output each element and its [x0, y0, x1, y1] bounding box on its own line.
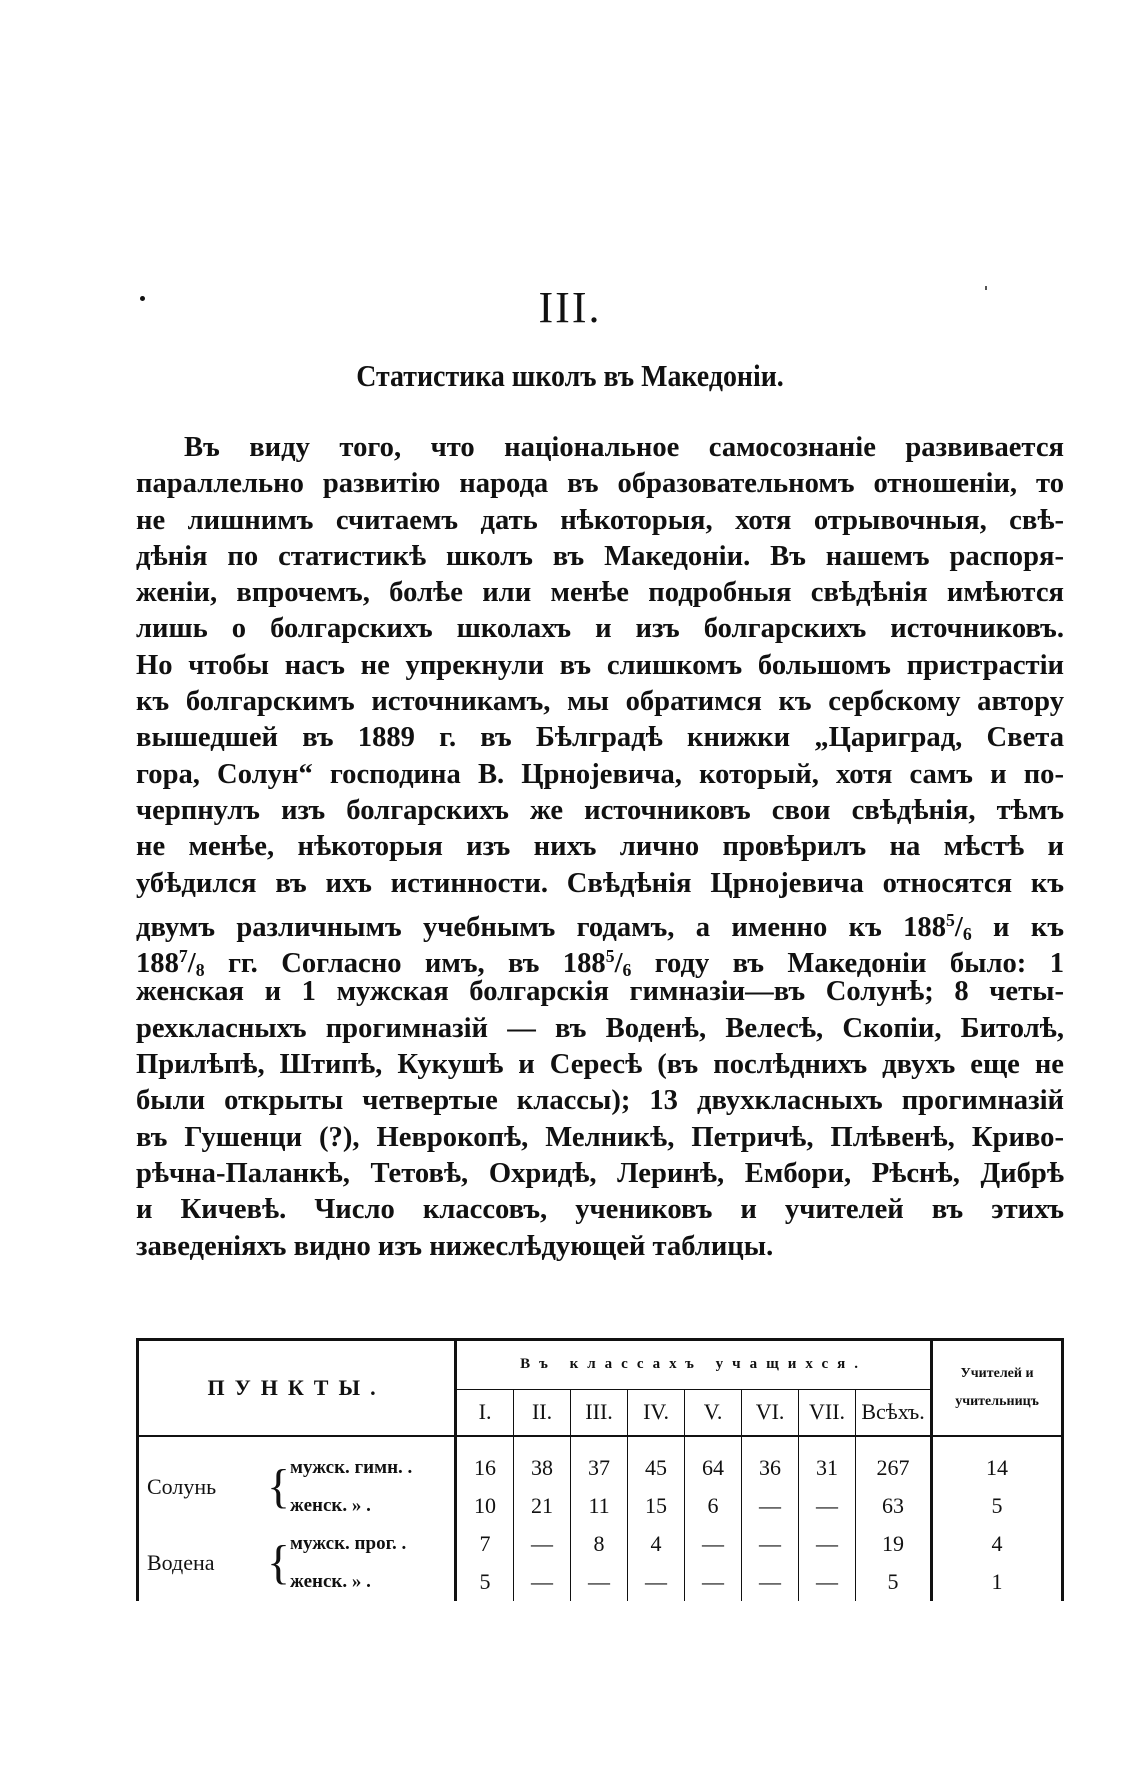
- table-cell: 11: [571, 1487, 628, 1525]
- teachers-count: 4: [932, 1525, 1063, 1563]
- table-cell: 21: [514, 1487, 571, 1525]
- place-name: Водена: [138, 1525, 268, 1601]
- school-kind: мужск. прог. .: [290, 1525, 456, 1563]
- text-fragment: двумъ различнымъ учебнымъ годамъ, а именно къ 188: [136, 911, 947, 943]
- table-cell: —: [571, 1563, 628, 1601]
- column-header: III.: [571, 1389, 628, 1436]
- text-line: рѣчна-Паланкѣ, Тетовѣ, Охридѣ, Леринѣ, Ембори, Рѣснѣ, Дибрѣ: [136, 1157, 1064, 1189]
- fraction-slash: /: [614, 947, 623, 979]
- text-line-with-fraction: [136, 938, 1064, 981]
- points-header: ПУНКТЫ.: [138, 1340, 456, 1437]
- text-line: рехкласныхъ прогимназій — въ Воденѣ, Велесѣ, Скопіи, Битолѣ,: [136, 1012, 1064, 1044]
- table-cell: 4: [628, 1525, 685, 1563]
- text-line: были открыты четвертые классы); 13 двухкласныхъ прогимназій: [136, 1085, 1064, 1117]
- text-line: не лишнимъ считаемъ дать нѣкоторыя, хотя отрывочныя, свѣ-: [136, 504, 1064, 536]
- fraction-denominator: 6: [962, 924, 972, 945]
- table-cell: 36: [742, 1449, 799, 1487]
- table-cell: 16: [474, 1455, 497, 1480]
- column-header: V.: [685, 1389, 742, 1436]
- text-line: въ Гушенци (?), Неврокопѣ, Мелникѣ, Петричѣ, Плѣвенѣ, Криво-: [136, 1121, 1064, 1153]
- teachers-header-line: учительницъ: [955, 1394, 1039, 1409]
- table-cell: —: [628, 1563, 685, 1601]
- table-cell-total: 19: [856, 1525, 932, 1563]
- table-cell: 8: [571, 1525, 628, 1563]
- table-cell: 64: [685, 1449, 742, 1487]
- table-cell: 7: [479, 1531, 491, 1556]
- column-header: VII.: [799, 1389, 856, 1436]
- fraction-slash: /: [187, 947, 196, 979]
- table-cell-total: 5: [856, 1563, 932, 1601]
- students-group-header: Въ классахъ учащихся.: [456, 1340, 932, 1390]
- text-line: къ болгарскимъ источникамъ, мы обратимся къ сербскому автору: [136, 686, 1064, 718]
- text-line: параллельно развитію народа въ образовательномъ отношеніи, то: [136, 468, 1064, 500]
- column-header: II.: [514, 1389, 571, 1436]
- chapter-numeral: III.: [538, 283, 602, 332]
- text-line: черпнулъ изъ болгарскихъ же источниковъ свои свѣдѣнія, тѣмъ: [136, 794, 1064, 826]
- table-cell-total: 63: [856, 1487, 932, 1525]
- fraction-numerator: 5: [605, 946, 615, 967]
- text-line: заведеніяхъ видно изъ нижеслѣдующей таблицы.: [136, 1230, 774, 1262]
- table-cell-total: 267: [856, 1449, 932, 1487]
- teachers-header-line: Учителей и: [960, 1366, 1034, 1381]
- table-spacer: [138, 1436, 1063, 1449]
- text-line: женская и 1 мужская болгарскія гимназіи—въ Солунѣ; 8 четы-: [136, 976, 1064, 1008]
- column-header: IV.: [628, 1389, 685, 1436]
- text-fragment: и къ: [971, 911, 1064, 943]
- school-kind: женск. » .: [290, 1487, 456, 1525]
- table-cell: —: [799, 1563, 856, 1601]
- text-line: убѣдился въ ихъ истинности. Свѣдѣнія Црнојевича относятся къ: [136, 867, 1064, 899]
- text-line-with-fraction: [136, 902, 1064, 945]
- text-fragment: 188: [136, 947, 179, 979]
- text-line: не менѣе, нѣкоторыя изъ нихъ лично провѣрилъ на мѣстѣ и: [136, 831, 1064, 863]
- text-line: Прилѣпѣ, Штипѣ, Кукушѣ и Сересѣ (въ послѣднихъ двухъ еще не: [136, 1049, 1064, 1081]
- teachers-count: 14: [932, 1449, 1063, 1487]
- text-line: и Кичевѣ. Число классовъ, учениковъ и учителей въ этихъ: [136, 1194, 1064, 1226]
- chapter-title: Статистика школъ въ Македоніи.: [356, 358, 784, 393]
- fraction-slash: /: [954, 911, 963, 943]
- table-cell: 38: [514, 1449, 571, 1487]
- fraction-denominator: 6: [622, 960, 632, 981]
- table-cell: 45: [628, 1449, 685, 1487]
- table-cell: —: [799, 1487, 856, 1525]
- text-line: лишь о болгарскихъ школахъ и изъ болгарскихъ источниковъ.: [136, 613, 1064, 645]
- fraction-denominator: 8: [195, 960, 205, 981]
- text-fragment: гг. Согласно имъ, въ 188: [204, 947, 606, 979]
- teachers-header: [932, 1340, 1063, 1437]
- table-row: [138, 1449, 1063, 1487]
- school-kind: мужск. гимн. .: [290, 1449, 456, 1487]
- table-cell: 37: [571, 1449, 628, 1487]
- fraction-numerator: 5: [946, 909, 955, 930]
- table-cell: —: [742, 1525, 799, 1563]
- text-line: женіи, впрочемъ, болѣе или менѣе подробныя свѣдѣнія имѣются: [136, 577, 1064, 609]
- text-line: вышедшей въ 1889 г. въ Бѣлградѣ книжки „Цариград, Света: [136, 722, 1064, 754]
- column-header-total: Всѣхъ.: [856, 1389, 932, 1436]
- text-line: Но чтобы насъ не упрекнули въ слишкомъ большомъ пристрастіи: [136, 649, 1064, 681]
- teachers-count: 1: [932, 1563, 1063, 1601]
- table-cell: 6: [685, 1487, 742, 1525]
- table-cell: —: [685, 1525, 742, 1563]
- table-cell: —: [514, 1563, 571, 1601]
- table-cell: —: [742, 1563, 799, 1601]
- fraction-numerator: 7: [178, 946, 188, 967]
- brace-glyph: {: [267, 1460, 291, 1513]
- table-cell: 15: [628, 1487, 685, 1525]
- column-header: I.: [456, 1389, 514, 1436]
- table-cell: 10: [474, 1493, 497, 1518]
- table-cell: —: [742, 1487, 799, 1525]
- brace-glyph: {: [267, 1536, 291, 1589]
- table-cell: —: [799, 1525, 856, 1563]
- table-cell: —: [514, 1525, 571, 1563]
- table-cell: 5: [479, 1569, 491, 1594]
- body-paragraph: [136, 430, 1064, 1265]
- table-cell: —: [685, 1563, 742, 1601]
- column-header: VI.: [742, 1389, 799, 1436]
- table-row: [138, 1525, 1063, 1563]
- text-line: дѣнія по статистикѣ школъ въ Македоніи. Въ нашемъ распоря-: [136, 540, 1064, 572]
- text-line: Въ виду того, что національное самосознаніе развивается: [184, 432, 1064, 463]
- table-header-row: [138, 1340, 1063, 1390]
- school-kind: женск. » .: [290, 1563, 456, 1601]
- text-fragment: году въ Македоніи было: 1: [631, 947, 1064, 979]
- school-statistics-table: [136, 1338, 1064, 1601]
- table-cell: 31: [799, 1449, 856, 1487]
- text-line: гора, Солун“ господина В. Црнојевича, который, хотя самъ и по-: [136, 758, 1064, 790]
- teachers-count: 5: [932, 1487, 1063, 1525]
- place-name: Солунь: [138, 1449, 268, 1525]
